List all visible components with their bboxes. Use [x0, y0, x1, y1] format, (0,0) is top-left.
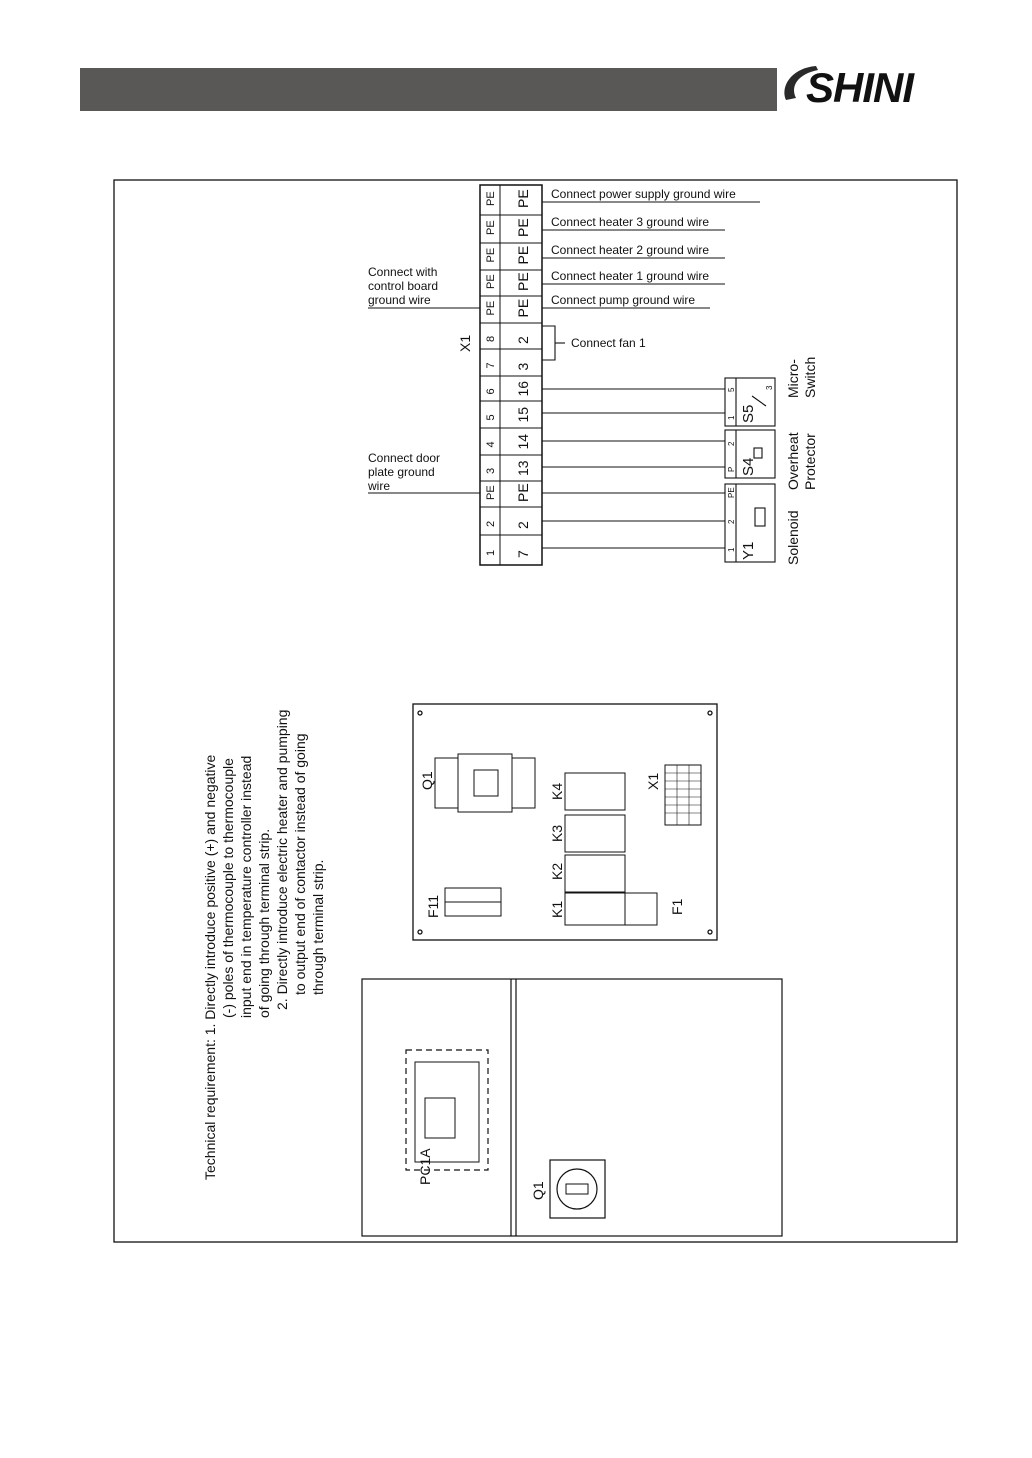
strip-bottom-cell: PE	[515, 272, 531, 291]
svg-text:(-) poles of thermocouple to t: (-) poles of thermocouple to thermocouple	[220, 758, 236, 1018]
strip-top-cell: 8	[485, 335, 497, 342]
strip-top-cell: 7	[485, 362, 497, 369]
strip-bottom-cell: PE	[515, 189, 531, 208]
svg-text:of going through terminal stri: of going through terminal strip.	[256, 828, 272, 1018]
strip-bottom-cell: 13	[515, 460, 531, 476]
terminal-strip-x1	[457, 185, 542, 565]
pump-ground-label: Connect pump ground wire	[551, 293, 696, 307]
svg-text:1: 1	[727, 547, 736, 552]
door-plate-label-3: wire	[368, 479, 391, 493]
panel-f11-label: F11	[425, 894, 441, 918]
heater3-ground-label: Connect heater 3 ground wire	[551, 215, 710, 229]
heater1-ground-label: Connect heater 1 ground wire	[551, 269, 710, 283]
y1-id: Y1	[740, 541, 757, 560]
strip-top-cell: PE	[485, 485, 497, 500]
panel-f1-label: F1	[669, 898, 685, 915]
diagram-frame	[114, 180, 957, 1242]
x1-label: X1	[457, 334, 473, 352]
strip-bottom-cell: PE	[515, 298, 531, 318]
power-ground-label: Connect power supply ground wire	[551, 187, 736, 201]
strip-top-cell: 3	[485, 467, 497, 474]
svg-text:PE: PE	[727, 487, 736, 498]
strip-bottom-cell: PE	[515, 218, 531, 237]
s4-id: S4	[740, 457, 757, 476]
control-board-label-1: Connect with	[368, 265, 438, 279]
strip-bottom-cell: 14	[515, 433, 531, 450]
svg-text:2: 2	[727, 441, 736, 446]
strip-top-cell: 6	[485, 388, 497, 395]
panel-x1-label: X1	[645, 772, 661, 790]
svg-text:through terminal strip.: through terminal strip.	[310, 859, 326, 995]
strip-bottom-cell: PE	[515, 483, 531, 502]
svg-text:input end in temperature contr: input end in temperature controller instead	[238, 755, 254, 1018]
technical-requirement	[202, 710, 326, 1180]
strip-top-cell: 2	[485, 520, 497, 527]
front-q1-label: Q1	[530, 1181, 546, 1200]
panel-q1-label: Q1	[419, 771, 435, 790]
strip-bottom-cell: PE	[515, 245, 531, 265]
strip-top-cell: PE	[485, 274, 497, 289]
fan-label: Connect fan 1	[571, 336, 646, 350]
strip-top-cell: PE	[485, 300, 497, 316]
y1-name: Solenoid	[785, 510, 801, 565]
logo-text: SHINI	[806, 64, 914, 111]
svg-text:2: 2	[727, 519, 736, 524]
svg-text:3: 3	[765, 385, 774, 390]
svg-text:Technical requirement: 1. Dire: Technical requirement: 1. Directly introduce positive (+) and negative	[202, 754, 218, 1180]
control-board-label-2: control board	[368, 279, 439, 293]
front-pc1a-label: PC1A	[417, 1148, 433, 1185]
strip-top-cell: 1	[485, 549, 497, 556]
panel-k2-label: K2	[549, 862, 565, 880]
strip-bottom-cell: 2	[515, 521, 531, 529]
door-plate-label-1: Connect door	[368, 451, 441, 465]
svg-text:2. Directly introduce electric: 2. Directly introduce electric heater and pumping	[274, 709, 290, 1010]
s5-id: S5	[740, 404, 757, 423]
strip-bottom-cell: 16	[515, 380, 531, 397]
door-plate-label-2: plate ground	[368, 465, 435, 479]
strip-top-cell: 4	[485, 441, 497, 448]
strip-bottom-cell: 7	[515, 550, 531, 558]
strip-bottom-cell: 2	[515, 336, 531, 344]
panel-k3-label: K3	[549, 824, 565, 842]
svg-text:to output end of contactor ins: to output end of contactor instead of going	[292, 733, 308, 995]
s5-name-1: Micro-	[785, 359, 801, 398]
strip-top-cell: PE	[485, 220, 497, 235]
s5-name-2: Switch	[802, 356, 818, 398]
heater2-ground-label: Connect heater 2 ground wire	[551, 243, 710, 257]
strip-bottom-cell: 15	[515, 406, 531, 423]
front-panel	[362, 979, 782, 1236]
svg-text:1: 1	[727, 415, 736, 420]
s4-name-1: Overheat	[785, 432, 801, 490]
panel-k1-label: K1	[549, 900, 565, 918]
svg-text:5: 5	[727, 387, 736, 392]
panel-k4-label: K4	[549, 782, 565, 800]
control-board-label-3: ground wire	[368, 293, 431, 307]
strip-top-cell: 5	[485, 414, 497, 421]
strip-top-cell: PE	[485, 247, 497, 263]
strip-top-cell: PE	[485, 191, 497, 206]
svg-text:P: P	[727, 466, 736, 472]
s4-name-2: Protector	[802, 433, 818, 490]
strip-bottom-cell: 3	[515, 362, 531, 371]
